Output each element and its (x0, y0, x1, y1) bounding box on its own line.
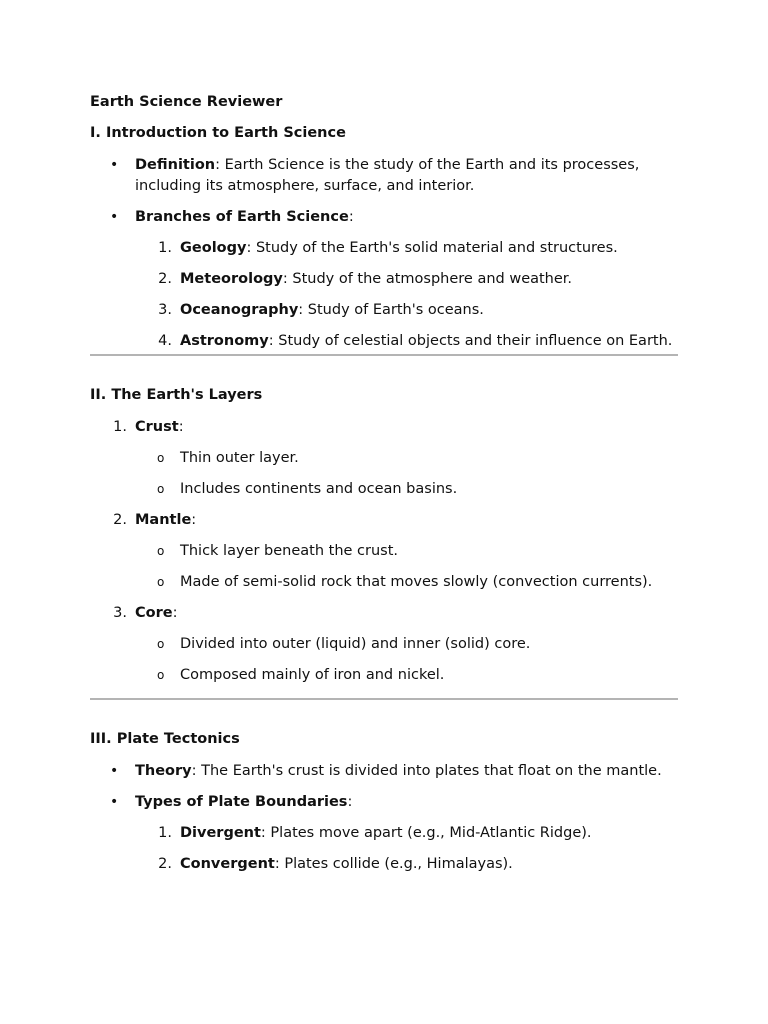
description: : (347, 794, 353, 810)
term: Branches of Earth Science (135, 209, 349, 225)
list-number: 2. (113, 512, 127, 528)
list-number: 1. (113, 419, 127, 435)
list-number: 2. (158, 271, 172, 287)
sub-list-item (90, 479, 678, 500)
sub-list-item (90, 665, 678, 686)
list-number: 3. (158, 302, 172, 318)
circle-marker: o (157, 575, 165, 589)
list-item (90, 510, 678, 531)
section-earth-layers (90, 386, 678, 686)
list-item (90, 331, 678, 352)
list-number: 1. (158, 825, 172, 841)
term: Astronomy (180, 333, 269, 349)
list-item (90, 854, 678, 875)
section-title: III. Plate Tectonics (90, 731, 240, 747)
bullet-marker: • (110, 157, 119, 173)
document-title: Earth Science Reviewer (90, 94, 283, 110)
section-plate-tectonics (90, 730, 678, 875)
term: Crust (135, 419, 179, 435)
term: Definition (135, 157, 216, 173)
description: : (348, 209, 354, 225)
list-number: 2. (158, 856, 172, 872)
list-item (90, 238, 678, 259)
list-item (90, 155, 678, 197)
term: Core (135, 605, 173, 621)
circle-marker: o (157, 544, 165, 558)
description: : Study of Earth's oceans. (298, 302, 484, 318)
point-text: Divided into outer (liquid) and inner (solid) core. (180, 636, 531, 652)
description: : Plates move apart (e.g., Mid-Atlantic Ridge). (260, 825, 592, 841)
bullet-marker: • (110, 794, 119, 810)
bullet-marker: • (110, 209, 119, 225)
bullet-marker: • (110, 763, 119, 779)
description: : Plates collide (e.g., Himalayas). (274, 856, 513, 872)
section-introduction (90, 124, 678, 352)
circle-marker: o (157, 637, 165, 651)
point-text: Composed mainly of iron and nickel. (180, 667, 445, 683)
section-title: II. The Earth's Layers (90, 387, 263, 403)
point-text: Made of semi-solid rock that moves slowly (convection currents). (180, 574, 653, 590)
term: Divergent (180, 825, 261, 841)
list-item (90, 207, 678, 228)
description: : Study of celestial objects and their influence on Earth. (268, 333, 673, 349)
description: : Study of the Earth's solid material and structures. (246, 240, 618, 256)
term: Convergent (180, 856, 275, 872)
list-item (90, 603, 678, 624)
section-title: I. Introduction to Earth Science (90, 125, 346, 141)
description: : Study of the atmosphere and weather. (282, 271, 573, 287)
term: Types of Plate Boundaries (135, 794, 348, 810)
list-number: 3. (113, 605, 127, 621)
document-content (90, 93, 678, 885)
circle-marker: o (157, 451, 165, 465)
list-item (90, 269, 678, 290)
circle-marker: o (157, 482, 165, 496)
circle-marker: o (157, 668, 165, 682)
point-text: Thick layer beneath the crust. (180, 543, 399, 559)
description: : (172, 605, 178, 621)
sub-list-item (90, 541, 678, 562)
sub-list-item (90, 634, 678, 655)
list-item (90, 417, 678, 438)
list-number: 1. (158, 240, 172, 256)
term: Mantle (135, 512, 192, 528)
list-item (90, 761, 678, 782)
term: Meteorology (180, 271, 283, 287)
description: : The Earth's crust is divided into plates that float on the mantle. (191, 763, 662, 779)
description: : (178, 419, 184, 435)
section-divider (90, 354, 678, 356)
section-divider (90, 698, 678, 700)
list-item (90, 823, 678, 844)
term: Geology (180, 240, 247, 256)
list-item (90, 300, 678, 321)
point-text: Includes continents and ocean basins. (180, 481, 458, 497)
sub-list-item (90, 448, 678, 469)
list-item (90, 792, 678, 813)
term: Theory (135, 763, 192, 779)
description: : Earth Science is the study of the Earth and its processes, including its atmosphere, surface, and interior. (135, 157, 640, 194)
term: Oceanography (180, 302, 299, 318)
sub-list-item (90, 572, 678, 593)
point-text: Thin outer layer. (180, 450, 299, 466)
list-number: 4. (158, 333, 172, 349)
description: : (191, 512, 197, 528)
